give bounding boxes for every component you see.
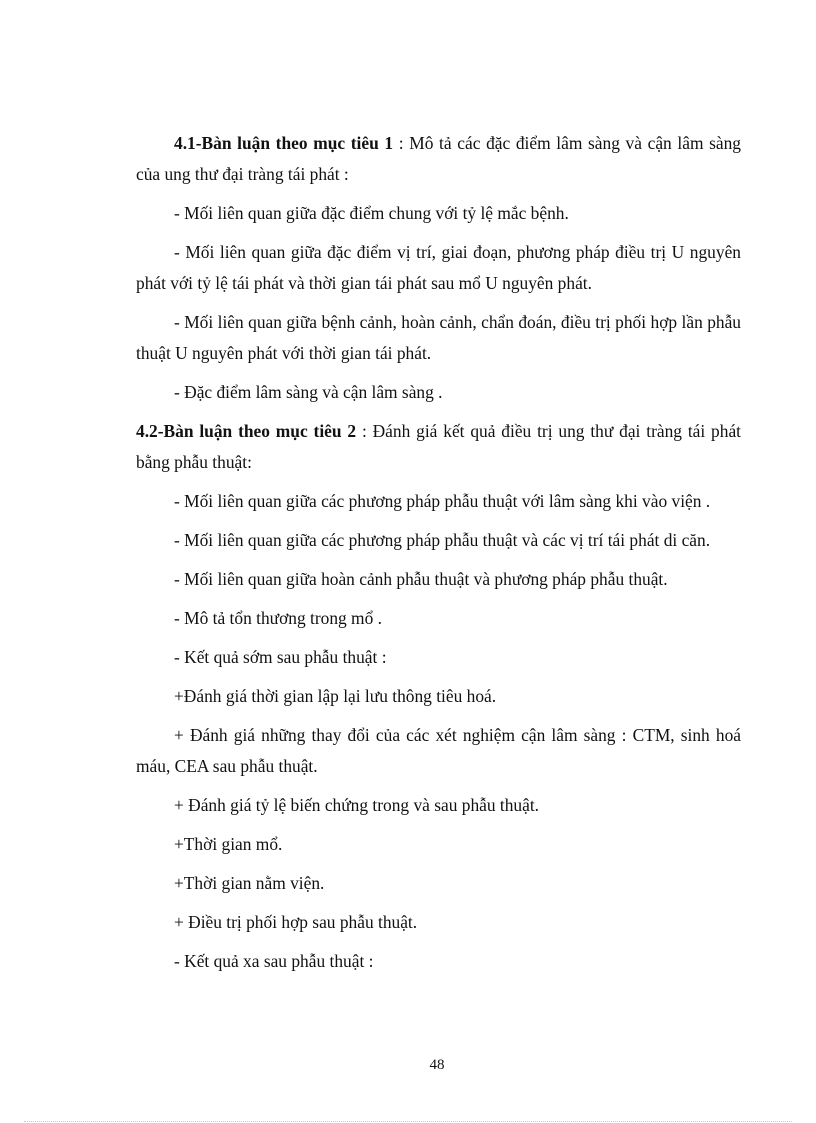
list-item: - Mối liên quan giữa các phương pháp phẫu thuật và các vị trí tái phát di căn. (174, 530, 711, 550)
section-1-heading: 4.1-Bàn luận theo mục tiêu 1 (174, 133, 394, 153)
page-bottom-divider (24, 1121, 792, 1122)
list-item: + Đánh giá tỷ lệ biến chứng trong và sau phẫu thuật. (174, 795, 540, 815)
list-item: +Thời gian nằm viện. (174, 873, 325, 893)
section-1-heading-text: : Mô tả các đặc điểm lâm sàng và cận lâm sàng của ung thư đại tràng tái phát : (136, 133, 742, 184)
list-item: - Mối liên quan giữa đặc điểm chung với tỷ lệ mắc bệnh. (174, 203, 569, 223)
list-item: + Đánh giá những thay đổi của các xét nghiệm cận lâm sàng : CTM, sinh hoá máu, CEA sau phẫu thuật. (136, 725, 741, 776)
list-item: - Mối liên quan giữa bệnh cảnh, hoàn cảnh, chẩn đoán, điều trị phối hợp lần phẫu thuật U nguyên phát với thời gian tái phát. (136, 312, 741, 363)
list-item: - Mô tả tổn thương trong mổ . (174, 608, 382, 628)
list-item: + Điều trị phối hợp sau phẫu thuật. (174, 912, 418, 932)
list-item: - Đặc điểm lâm sàng và cận lâm sàng . (174, 382, 443, 402)
document-body (136, 128, 741, 985)
section-1-heading-paragraph (136, 128, 741, 190)
section-2-heading-paragraph (136, 416, 741, 478)
list-item: +Đánh giá thời gian lập lại lưu thông tiêu hoá. (174, 686, 497, 706)
list-item: - Kết quả xa sau phẫu thuật : (174, 951, 374, 971)
list-item: - Mối liên quan giữa hoàn cảnh phẫu thuật và phương pháp phẫu thuật. (174, 569, 668, 589)
list-item: - Kết quả sớm sau phẫu thuật : (174, 647, 387, 667)
section-2-heading-text: : Đánh giá kết quả điều trị ung thư đại tràng tái phát bằng phẫu thuật: (136, 421, 741, 472)
list-item: - Mối liên quan giữa các phương pháp phẫu thuật với lâm sàng khi vào viện . (174, 491, 711, 511)
page-number: 48 (429, 1057, 445, 1073)
list-item: - Mối liên quan giữa đặc điểm vị trí, giai đoạn, phương pháp điều trị U nguyên phát với tỷ lệ tái phát và thời gian tái phát sau mổ U nguyên phát. (136, 242, 741, 293)
list-item: +Thời gian mổ. (174, 834, 283, 854)
section-2-heading: 4.2-Bàn luận theo mục tiêu 2 (136, 421, 357, 441)
